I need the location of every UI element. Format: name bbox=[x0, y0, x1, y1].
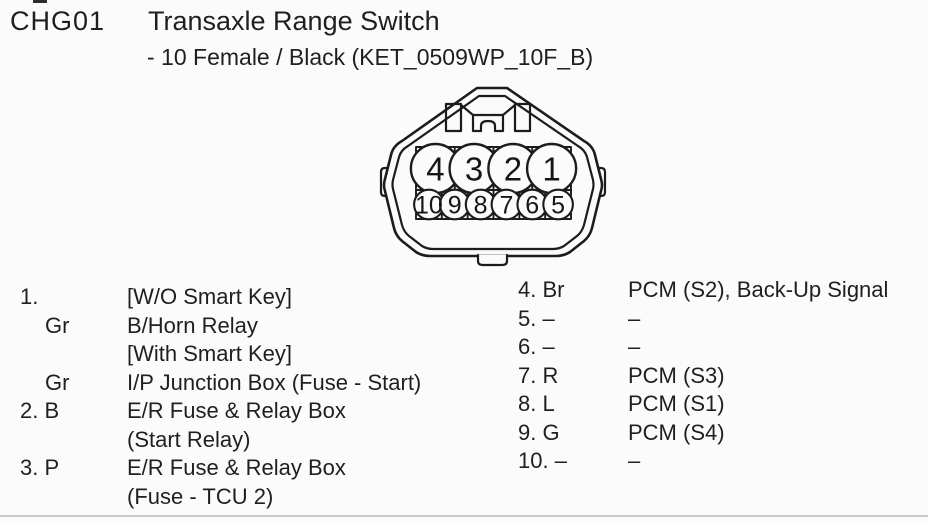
pin-row bbox=[518, 333, 918, 362]
pin-description: I/P Junction Box (Fuse - Start) bbox=[127, 369, 422, 395]
pin-label: 6. – bbox=[518, 334, 555, 359]
pin-description: PCM (S4) bbox=[628, 419, 725, 445]
pin-description: PCM (S2), Back-Up Signal bbox=[628, 277, 889, 302]
pin-label: 9. G bbox=[518, 419, 560, 445]
pin-table-right bbox=[518, 276, 918, 476]
pin-number: 1 bbox=[542, 150, 561, 188]
pin-description: B/Horn Relay bbox=[127, 312, 258, 338]
pin-label: Gr bbox=[45, 312, 70, 338]
pin-description: – bbox=[628, 334, 641, 359]
pin-row bbox=[518, 447, 918, 476]
pin-row bbox=[20, 340, 480, 369]
pin-description: [With Smart Key] bbox=[127, 341, 293, 366]
pin-row bbox=[20, 369, 480, 398]
pin-label: 2. B bbox=[20, 398, 60, 423]
pin-number: 10 bbox=[414, 191, 443, 220]
page-title-code: CHG01 bbox=[10, 6, 106, 36]
pin-label: 7. R bbox=[518, 362, 559, 388]
pin-description: (Start Relay) bbox=[127, 426, 251, 452]
page-title: Transaxle Range Switch bbox=[148, 6, 440, 36]
page-subtitle: - 10 Female / Black (KET_0509WP_10F_B) bbox=[147, 44, 594, 70]
pin-description: – bbox=[628, 305, 641, 331]
pin-number: 5 bbox=[551, 191, 566, 220]
pin-row bbox=[518, 276, 918, 305]
pin-description: PCM (S1) bbox=[628, 391, 725, 416]
pin-label: 5. – bbox=[518, 305, 555, 331]
pin-row bbox=[20, 426, 480, 455]
pin-label: 4. Br bbox=[518, 277, 565, 302]
pin-table-left bbox=[20, 283, 480, 511]
pin-description: E/R Fuse & Relay Box bbox=[127, 398, 346, 423]
pin-row bbox=[20, 283, 480, 312]
pin-row bbox=[20, 454, 480, 483]
scan-artifact bbox=[33, 0, 47, 3]
connector-diagram bbox=[376, 84, 610, 270]
pin-label: 10. – bbox=[518, 448, 567, 473]
pin-description: – bbox=[628, 448, 641, 473]
pin-label: 8. L bbox=[518, 391, 555, 416]
pin-row bbox=[20, 397, 480, 426]
pin-row bbox=[518, 362, 918, 391]
pin-label: Gr bbox=[45, 369, 70, 395]
pin-label: 3. P bbox=[20, 455, 60, 480]
pin-row bbox=[518, 390, 918, 419]
pin-row bbox=[20, 312, 480, 341]
pin-number: 6 bbox=[525, 191, 540, 220]
pin-number: 2 bbox=[503, 150, 523, 188]
pin-label: 1. bbox=[20, 284, 39, 309]
pin-description: [W/O Smart Key] bbox=[127, 284, 293, 309]
pin-number: 7 bbox=[499, 191, 514, 220]
pin-description: PCM (S3) bbox=[628, 362, 725, 388]
pin-number: 4 bbox=[426, 150, 445, 188]
pin-description: E/R Fuse & Relay Box bbox=[127, 455, 346, 480]
pin-row bbox=[20, 483, 480, 512]
page-bottom-rule bbox=[0, 515, 928, 517]
pin-row bbox=[518, 419, 918, 448]
pin-number: 9 bbox=[447, 191, 462, 220]
pin-number: 8 bbox=[473, 191, 488, 220]
pin-number: 3 bbox=[464, 150, 484, 188]
pin-row bbox=[518, 305, 918, 334]
connector-bottom-tab bbox=[478, 255, 507, 265]
pin-description: (Fuse - TCU 2) bbox=[127, 483, 274, 509]
